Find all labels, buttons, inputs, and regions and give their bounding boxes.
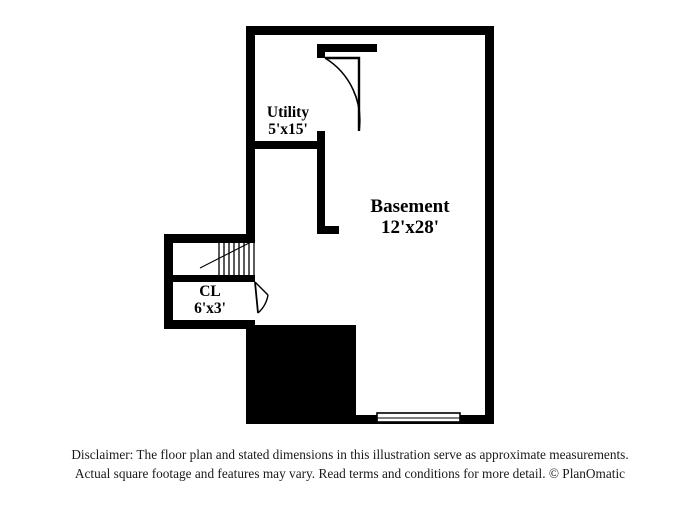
room-name: CL bbox=[199, 283, 221, 300]
solid-filled-area bbox=[250, 325, 356, 420]
disclaimer-line-2: Actual square footage and features may vary. Read terms and conditions for more detail. © PlanOmatic bbox=[74, 465, 626, 481]
disclaimer-line-1: Disclaimer: The floor plan and stated dimensions in this illustration serve as approximate measurements. bbox=[71, 447, 629, 462]
room-name: Basement bbox=[370, 196, 450, 217]
disclaimer-text bbox=[0, 446, 700, 484]
room-dimensions: 12'x28' bbox=[380, 217, 440, 239]
closet-walls bbox=[173, 275, 255, 282]
room-label-utility bbox=[208, 104, 368, 139]
room-dimensions: 5'x15' bbox=[268, 121, 308, 139]
room-name: Utility bbox=[266, 104, 310, 121]
window bbox=[377, 413, 460, 422]
room-label-closet bbox=[150, 283, 270, 318]
room-dimensions: 6'x3' bbox=[194, 300, 226, 318]
room-label-basement bbox=[300, 196, 520, 239]
